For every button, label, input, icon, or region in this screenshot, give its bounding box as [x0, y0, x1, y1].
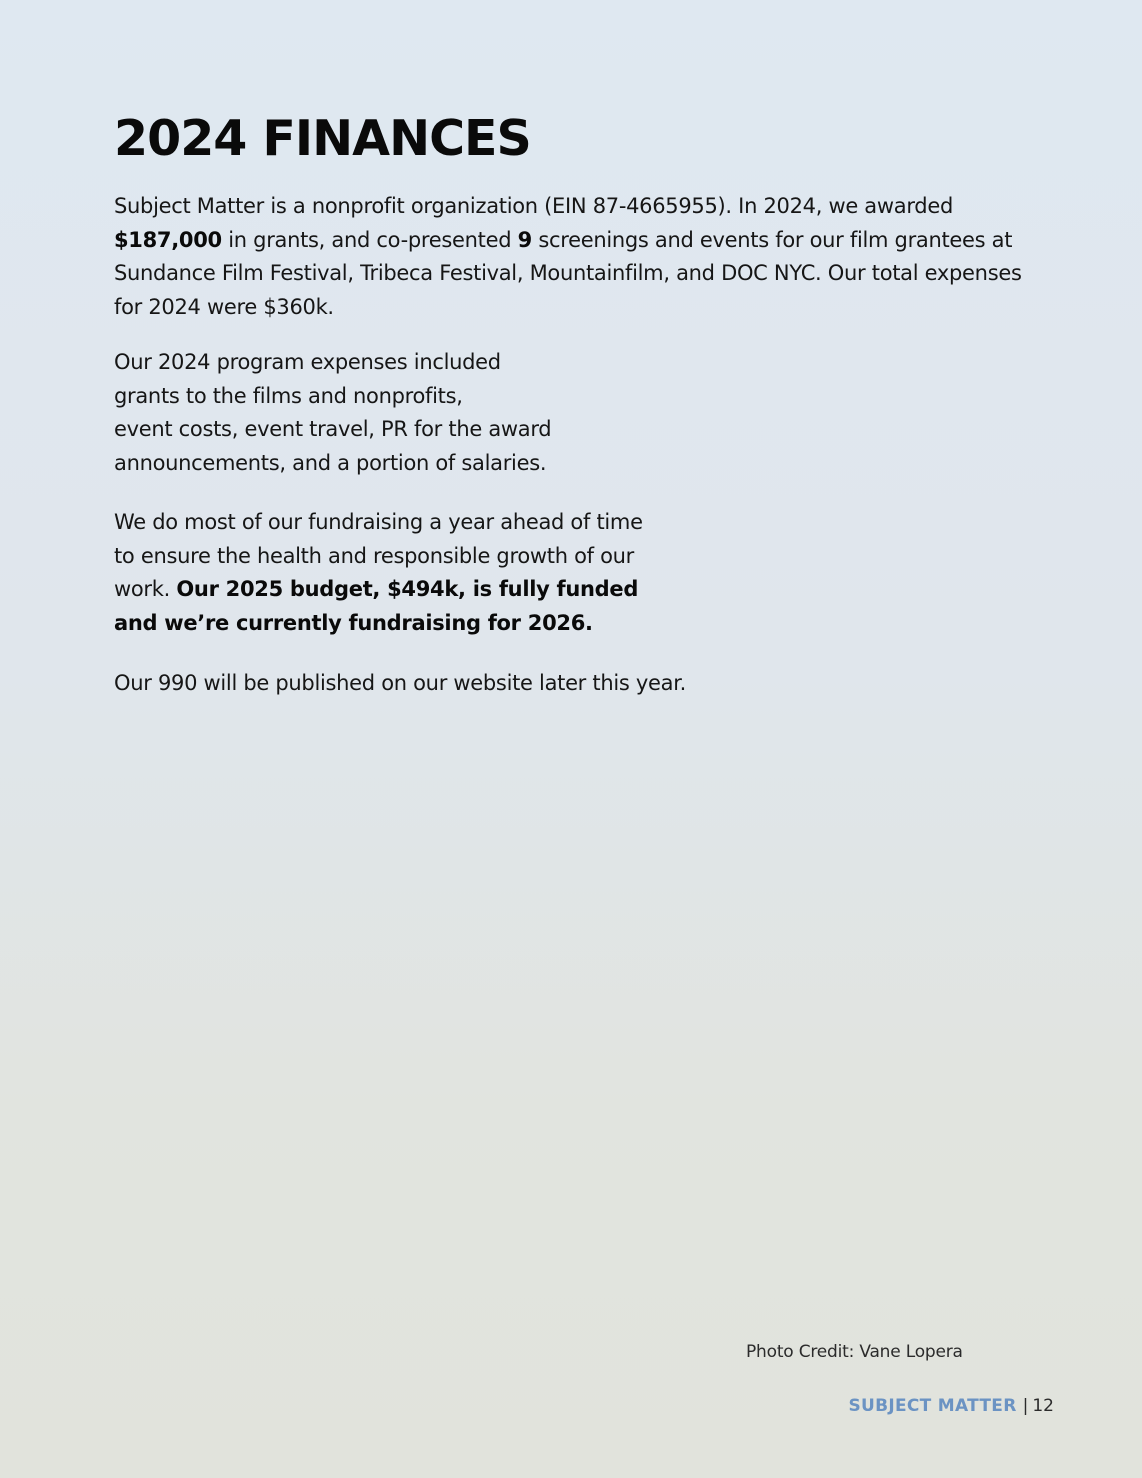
text-run: event costs, event travel, PR for the award [114, 417, 552, 442]
text-run: We do most of our fundraising a year ahead of time [114, 510, 643, 534]
text-line [114, 257, 1054, 291]
text-run: Sundance Film Festival, Tribeca Festival, Mountainfilm, and DOC NYC. Our total expenses [114, 261, 1022, 286]
fundraising-paragraph [114, 506, 674, 641]
text-line [114, 190, 1054, 224]
text-run: Our 2024 program expenses included [114, 350, 501, 374]
text-run: announcements, and a portion of salaries. [114, 451, 547, 476]
text-line [114, 224, 1054, 258]
text-run: grants to the films and nonprofits, [114, 383, 463, 408]
text-line [114, 346, 574, 380]
text-run: screenings and events for our film grantees at [531, 227, 1013, 252]
text-line [114, 291, 1054, 325]
page-number: 12 [1032, 1396, 1054, 1416]
text-run: work. [114, 577, 177, 602]
text-run: for 2024 were $360k. [114, 295, 334, 320]
text-run: Subject Matter is a nonprofit organization (EIN 87-4665955). In 2024, we awarded [114, 194, 953, 218]
bold-text: 9 [517, 227, 532, 252]
text-line [114, 447, 574, 481]
bold-text: and we’re currently fundraising for 2026. [114, 611, 593, 636]
bold-text: $187,000 [114, 227, 222, 252]
text-run: to ensure the health and responsible growth of our [114, 543, 634, 568]
text-line [114, 573, 674, 607]
bold-text: Our 2025 budget, $494k, is fully funded [176, 577, 639, 602]
page-title: 2024 FINANCES [114, 110, 531, 167]
footer-separator: | [1022, 1396, 1029, 1416]
footer-brand: SUBJECT MATTER [848, 1396, 1017, 1416]
text-run: Our 990 will be published on our website later this year. [114, 671, 686, 695]
intro-paragraph [114, 190, 1054, 325]
text-line [114, 540, 674, 574]
text-run: in grants, and co-presented [221, 227, 518, 252]
text-line [114, 506, 674, 540]
text-line [114, 607, 674, 641]
form-990-paragraph [114, 667, 814, 701]
text-line [114, 380, 574, 414]
text-line [114, 413, 574, 447]
program-expenses-paragraph [114, 346, 574, 481]
photo-credit: Photo Credit: Vane Lopera [746, 1342, 963, 1362]
page-footer [848, 1396, 1054, 1416]
text-line [114, 667, 814, 701]
